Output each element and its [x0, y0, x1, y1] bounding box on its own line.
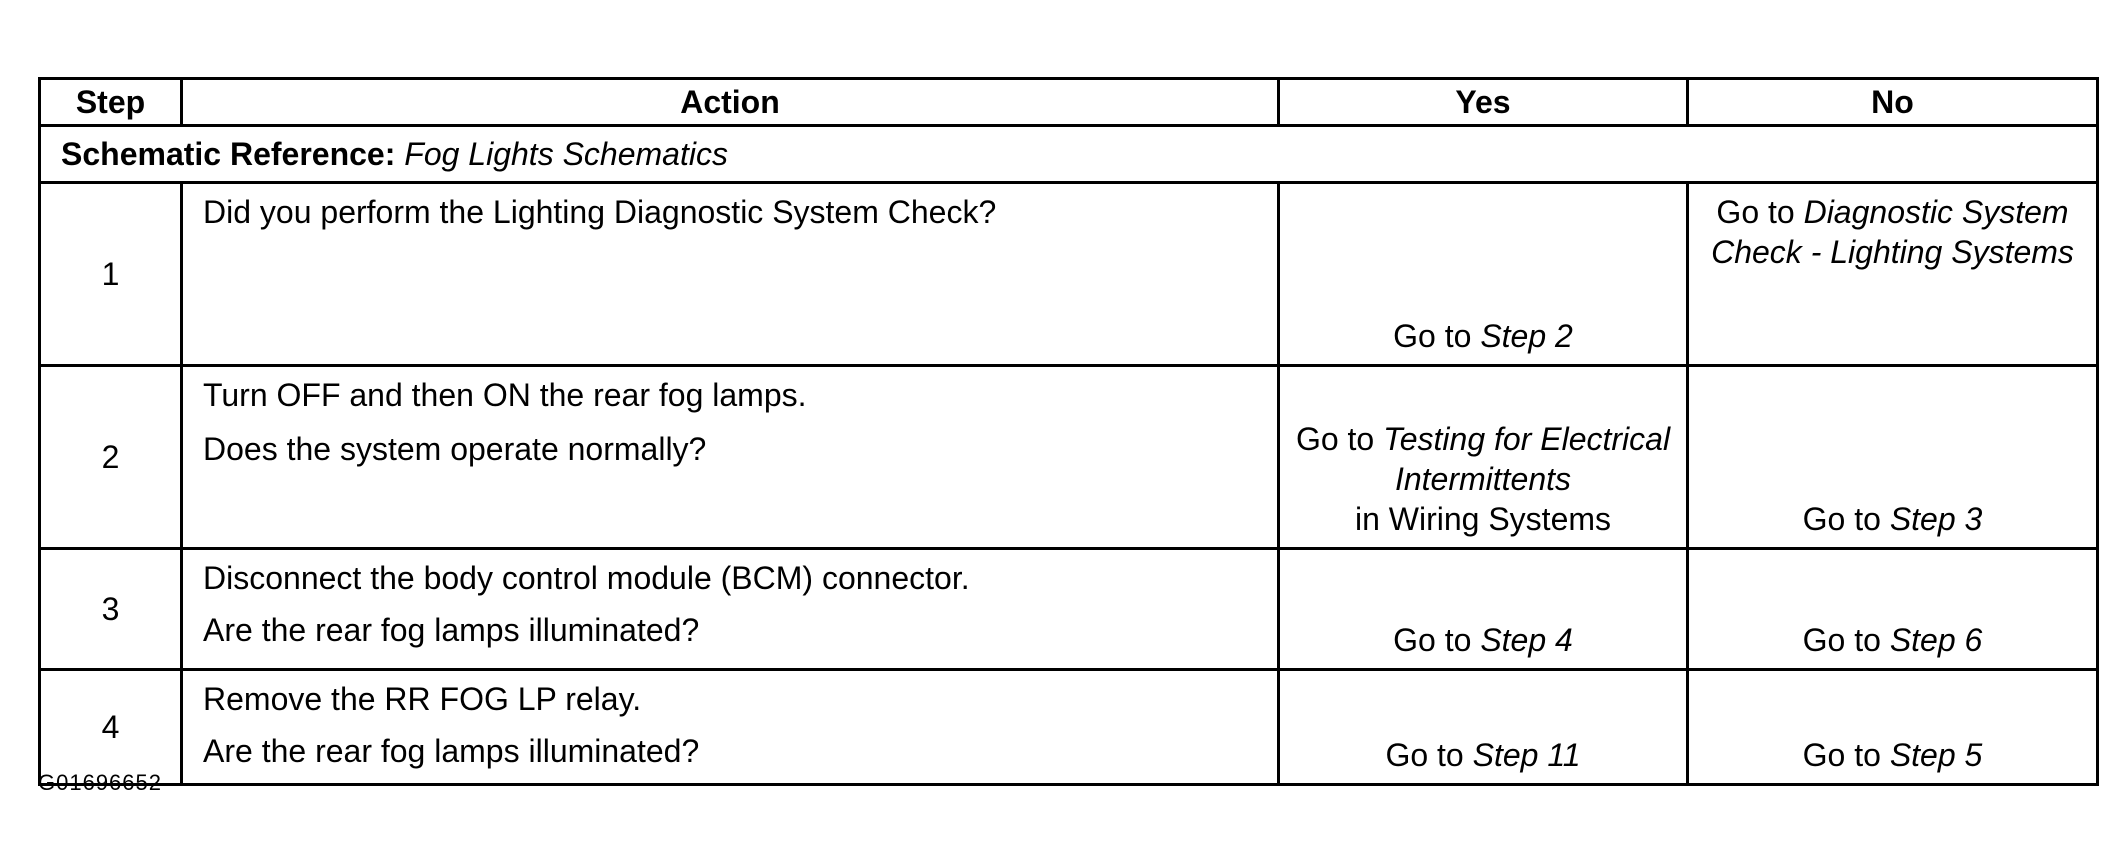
action-cell	[182, 183, 1279, 366]
yes-prefix: Go to	[1385, 737, 1473, 773]
header-step: Step	[40, 79, 182, 126]
header-yes: Yes	[1279, 79, 1688, 126]
yes-prefix: Go to	[1393, 622, 1481, 658]
diagnostic-table	[38, 77, 2099, 786]
step-number: 2	[40, 366, 182, 549]
schematic-reference-cell	[40, 126, 2098, 183]
header-no: No	[1688, 79, 2098, 126]
table-row	[40, 183, 2098, 366]
action-question: Are the rear fog lamps illuminated?	[203, 612, 700, 648]
schematic-reference-row	[40, 126, 2098, 183]
yes-suffix: in Wiring Systems	[1354, 501, 1612, 537]
step-number: 4	[40, 670, 182, 785]
action-question: Are the rear fog lamps illuminated?	[203, 733, 700, 769]
table-row	[40, 670, 2098, 785]
action-cell	[182, 366, 1279, 549]
header-action: Action	[182, 79, 1279, 126]
action-text: Turn OFF and then ON the rear fog lamps.	[203, 377, 807, 413]
no-cell	[1688, 183, 2098, 366]
table-row	[40, 549, 2098, 670]
action-cell	[182, 670, 1279, 785]
yes-prefix: Go to	[1295, 421, 1384, 457]
schematic-reference-label: Schematic Reference:	[61, 136, 396, 172]
yes-cell	[1279, 670, 1688, 785]
table-row	[40, 366, 2098, 549]
no-link[interactable]: Diagnostic System Check - Lighting Systems	[1711, 194, 2074, 270]
action-text: Remove the RR FOG LP relay.	[203, 681, 642, 717]
yes-link[interactable]: Step 4	[1480, 622, 1573, 658]
action-text: Disconnect the body control module (BCM) connector.	[203, 560, 970, 596]
yes-cell	[1279, 183, 1688, 366]
no-cell	[1688, 366, 2098, 549]
action-text: Did you perform the Lighting Diagnostic System Check?	[203, 194, 997, 230]
yes-link[interactable]: Testing for Electrical Intermittents	[1383, 421, 1671, 497]
no-cell	[1688, 549, 2098, 670]
no-cell	[1688, 670, 2098, 785]
figure-id: G01696652	[38, 770, 162, 795]
yes-link[interactable]: Step 11	[1472, 737, 1581, 773]
no-link[interactable]: Step 5	[1889, 737, 1983, 773]
yes-cell	[1279, 366, 1688, 549]
no-link[interactable]: Step 6	[1889, 622, 1983, 658]
no-prefix: Go to	[1802, 501, 1890, 537]
action-cell	[182, 549, 1279, 670]
yes-link[interactable]: Step 2	[1480, 318, 1573, 354]
yes-prefix: Go to	[1393, 318, 1481, 354]
no-prefix: Go to	[1802, 622, 1890, 658]
step-number: 1	[40, 183, 182, 366]
step-number: 3	[40, 549, 182, 670]
action-question: Does the system operate normally?	[203, 431, 707, 467]
header-row	[40, 79, 2098, 126]
no-link[interactable]: Step 3	[1889, 501, 1983, 537]
schematic-reference-link[interactable]: Fog Lights Schematics	[404, 136, 728, 172]
yes-cell	[1279, 549, 1688, 670]
no-prefix: Go to	[1802, 737, 1890, 773]
no-prefix: Go to	[1716, 194, 1804, 230]
